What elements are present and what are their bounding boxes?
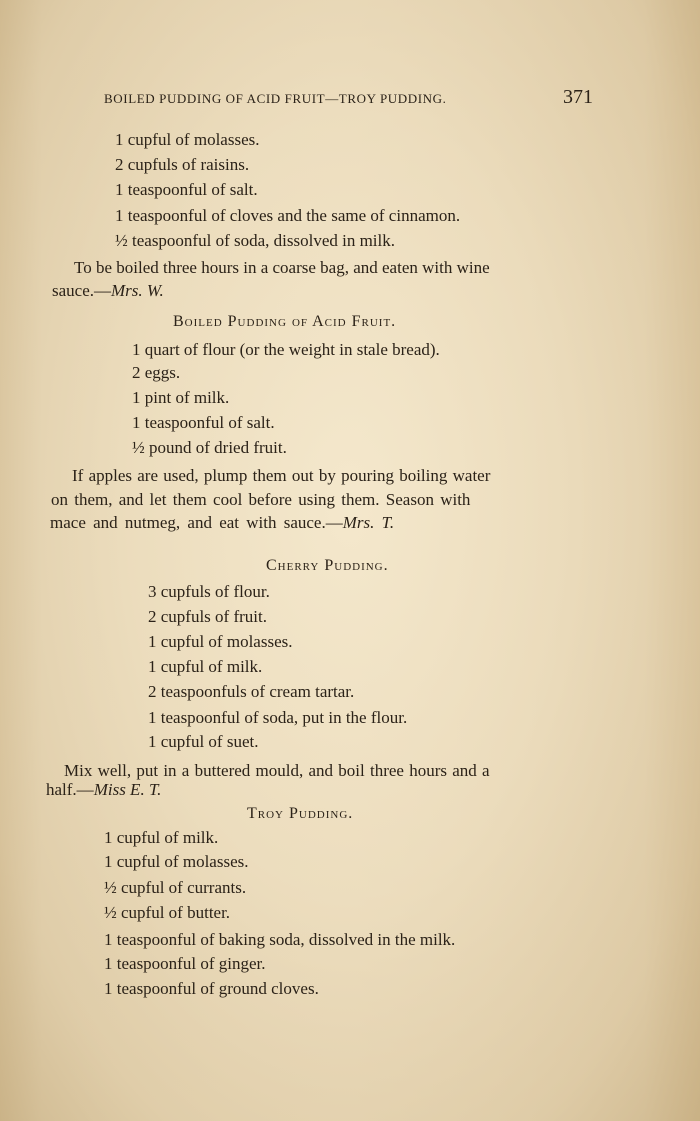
ingredient-line: ½ pound of dried fruit.: [132, 438, 287, 457]
running-title: BOILED PUDDING OF ACID FRUIT—TROY PUDDING.: [104, 91, 447, 106]
ingredient-line: 1 teaspoonful of ground cloves.: [104, 979, 319, 998]
recipe-title: Boiled Pudding of Acid Fruit.: [173, 313, 397, 330]
ingredient-line: 1 cupful of molasses.: [148, 632, 293, 651]
ingredient-line: 1 cupful of molasses.: [115, 130, 260, 149]
directions-line: To be boiled three hours in a coarse bag, and eaten with wine: [74, 258, 490, 277]
page-number: 371: [563, 86, 593, 108]
recipe-title: Troy Pudding.: [247, 805, 354, 822]
directions-line: If apples are used, plump them out by pouring boiling water: [72, 466, 491, 485]
directions-text: mace and nutmeg, and eat with sauce.—: [50, 513, 343, 532]
ingredient-line: 1 teaspoonful of ginger.: [104, 954, 266, 973]
ingredient-line: 2 cupfuls of fruit.: [148, 607, 267, 626]
recipe-signature: Miss E. T.: [93, 780, 162, 799]
ingredient-line: 1 teaspoonful of cloves and the same of cinnamon.: [115, 206, 461, 225]
ingredient-line: 1 teaspoonful of salt.: [115, 180, 258, 199]
directions-line: on them, and let them cool before using them. Season with: [51, 490, 471, 509]
ingredient-line: 1 quart of flour (or the weight in stale bread).: [132, 340, 440, 359]
ingredient-line: 1 pint of milk.: [132, 388, 230, 407]
recipe-signature: Mrs. T.: [342, 513, 395, 532]
recipe-signature: Mrs. W.: [111, 281, 164, 300]
ingredient-line: 1 cupful of suet.: [148, 732, 259, 751]
directions-line: Mix well, put in a buttered mould, and boil three hours and a: [64, 761, 490, 780]
ingredient-line: ½ cupful of butter.: [104, 903, 231, 922]
ingredient-line: 1 teaspoonful of soda, put in the flour.: [148, 708, 408, 727]
directions-text: half.—: [46, 780, 94, 799]
ingredient-line: 1 cupful of milk.: [104, 828, 219, 847]
ingredient-line: ½ cupful of currants.: [104, 878, 247, 897]
ingredient-line: 1 teaspoonful of baking soda, dissolved in the milk.: [104, 930, 456, 949]
directions-line: [50, 512, 394, 534]
ingredient-line: 1 cupful of milk.: [148, 657, 263, 676]
ingredient-line: 2 cupfuls of raisins.: [115, 155, 250, 174]
ingredient-line: ½ teaspoonful of soda, dissolved in milk.: [115, 231, 396, 250]
directions-line: [52, 280, 164, 302]
ingredient-line: 3 cupfuls of flour.: [148, 582, 270, 601]
directions-line: [46, 779, 161, 801]
ingredient-line: 1 teaspoonful of salt.: [132, 413, 275, 432]
ingredient-line: 2 eggs.: [132, 363, 181, 382]
ingredient-line: 1 cupful of molasses.: [104, 852, 249, 871]
recipe-title: Cherry Pudding.: [266, 557, 389, 574]
directions-text: sauce.—: [52, 281, 112, 300]
ingredient-line: 2 teaspoonfuls of cream tartar.: [148, 682, 355, 701]
